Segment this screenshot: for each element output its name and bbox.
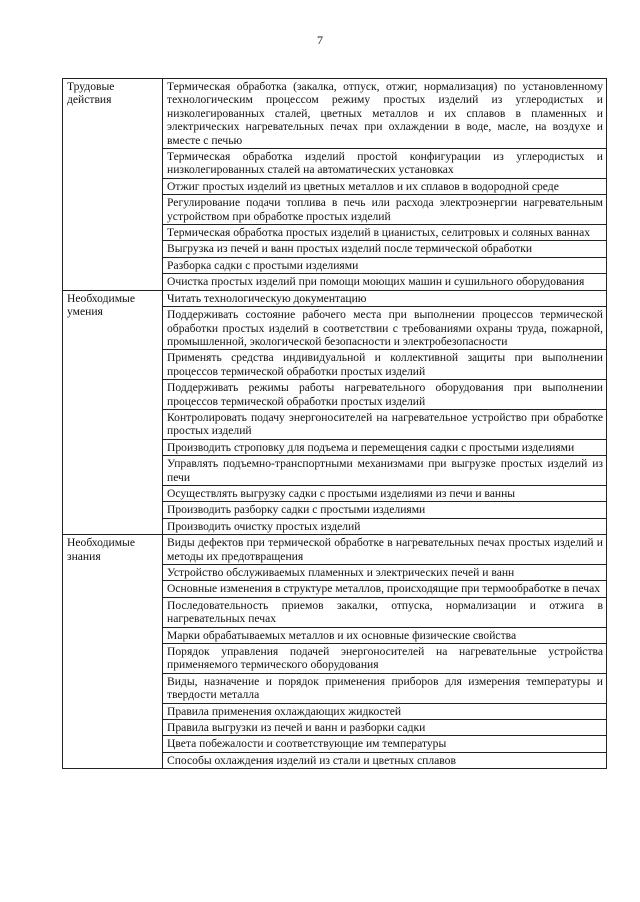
- section-item-cell: Термическая обработка (закалка, отпуск, отжиг, нормализация) по установленному технологическим процессом режиму простых изделий из углеродистых и низколегированных сталей, цветных металлов и их сплавов в пламенных и электрических нагревательных печах при охлаждении в воде, масле, на воздухе и вместе с печью: [163, 79, 607, 149]
- section-item-cell: Осуществлять выгрузку садки с простыми изделиями из печи и ванны: [163, 485, 607, 501]
- section-item-cell: Поддерживать состояние рабочего места при выполнении процессов термической обработки простых изделий в соответствии с требованиями охраны труда, пожарной, промышленной, экологической безопасности и электробезопасности: [163, 307, 607, 350]
- section-item-cell: Виды дефектов при термической обработке в нагревательных печах простых изделий и методы их предотвращения: [163, 535, 607, 565]
- section-category-cell: Необходимые умения: [63, 290, 163, 535]
- section-item-cell: Последовательность приемов закалки, отпуска, нормализации и отжига в нагревательных печах: [163, 597, 607, 627]
- section-item-cell: Правила применения охлаждающих жидкостей: [163, 703, 607, 719]
- section-item-cell: Правила выгрузки из печей и ванн и разборки садки: [163, 720, 607, 736]
- table-row: [63, 79, 607, 149]
- page-number: 7: [317, 33, 323, 47]
- section-item-cell: Термическая обработка изделий простой конфигурации из углеродистых и низколегированных сталей на автоматических установках: [163, 149, 607, 179]
- table-row: [63, 290, 607, 306]
- section-item-cell: Контролировать подачу энергоносителей на нагревательное устройство при обработке простых изделий: [163, 409, 607, 439]
- section-category-cell: Необходимые знания: [63, 535, 163, 769]
- section-item-cell: Производить разборку садки с простыми изделиями: [163, 502, 607, 518]
- section-item-cell: Отжиг простых изделий из цветных металлов и их сплавов в водородной среде: [163, 178, 607, 194]
- section-item-cell: Марки обрабатываемых металлов и их основные физические свойства: [163, 627, 607, 643]
- section-item-cell: Производить очистку простых изделий: [163, 518, 607, 534]
- section-category-cell: Трудовые действия: [63, 79, 163, 291]
- section-item-cell: Виды, назначение и порядок применения приборов для измерения температуры и твердости металла: [163, 673, 607, 703]
- section-item-cell: Разборка садки с простыми изделиями: [163, 257, 607, 273]
- section-item-cell: Поддерживать режимы работы нагревательного оборудования при выполнении процессов термической обработки простых изделий: [163, 380, 607, 410]
- section-item-cell: Термическая обработка простых изделий в цианистых, селитровых и соляных ваннах: [163, 225, 607, 241]
- requirements-table: [62, 78, 607, 769]
- section-item-cell: Очистка простых изделий при помощи моющих машин и сушильного оборудования: [163, 274, 607, 290]
- section-item-cell: Управлять подъемно-транспортными механизмами при выгрузке простых изделий из печи: [163, 456, 607, 486]
- table-row: [63, 535, 607, 565]
- section-item-cell: Производить строповку для подъема и перемещения садки с простыми изделиями: [163, 439, 607, 455]
- section-item-cell: Основные изменения в структуре металлов, происходящие при термообработке в печах: [163, 581, 607, 597]
- section-item-cell: Цвета побежалости и соответствующие им температуры: [163, 736, 607, 752]
- requirements-table-body: [63, 79, 607, 769]
- section-item-cell: Применять средства индивидуальной и коллективной защиты при выполнении процессов термической обработки простых изделий: [163, 350, 607, 380]
- section-item-cell: Читать технологическую документацию: [163, 290, 607, 306]
- section-item-cell: Порядок управления подачей энергоносителей на нагревательные устройства применяемого термического оборудования: [163, 644, 607, 674]
- section-item-cell: Устройство обслуживаемых пламенных и электрических печей и ванн: [163, 565, 607, 581]
- section-item-cell: Выгрузка из печей и ванн простых изделий после термической обработки: [163, 241, 607, 257]
- section-item-cell: Регулирование подачи топлива в печь или расхода электроэнергии нагревательным устройством при обработке простых изделий: [163, 195, 607, 225]
- section-item-cell: Способы охлаждения изделий из стали и цветных сплавов: [163, 752, 607, 768]
